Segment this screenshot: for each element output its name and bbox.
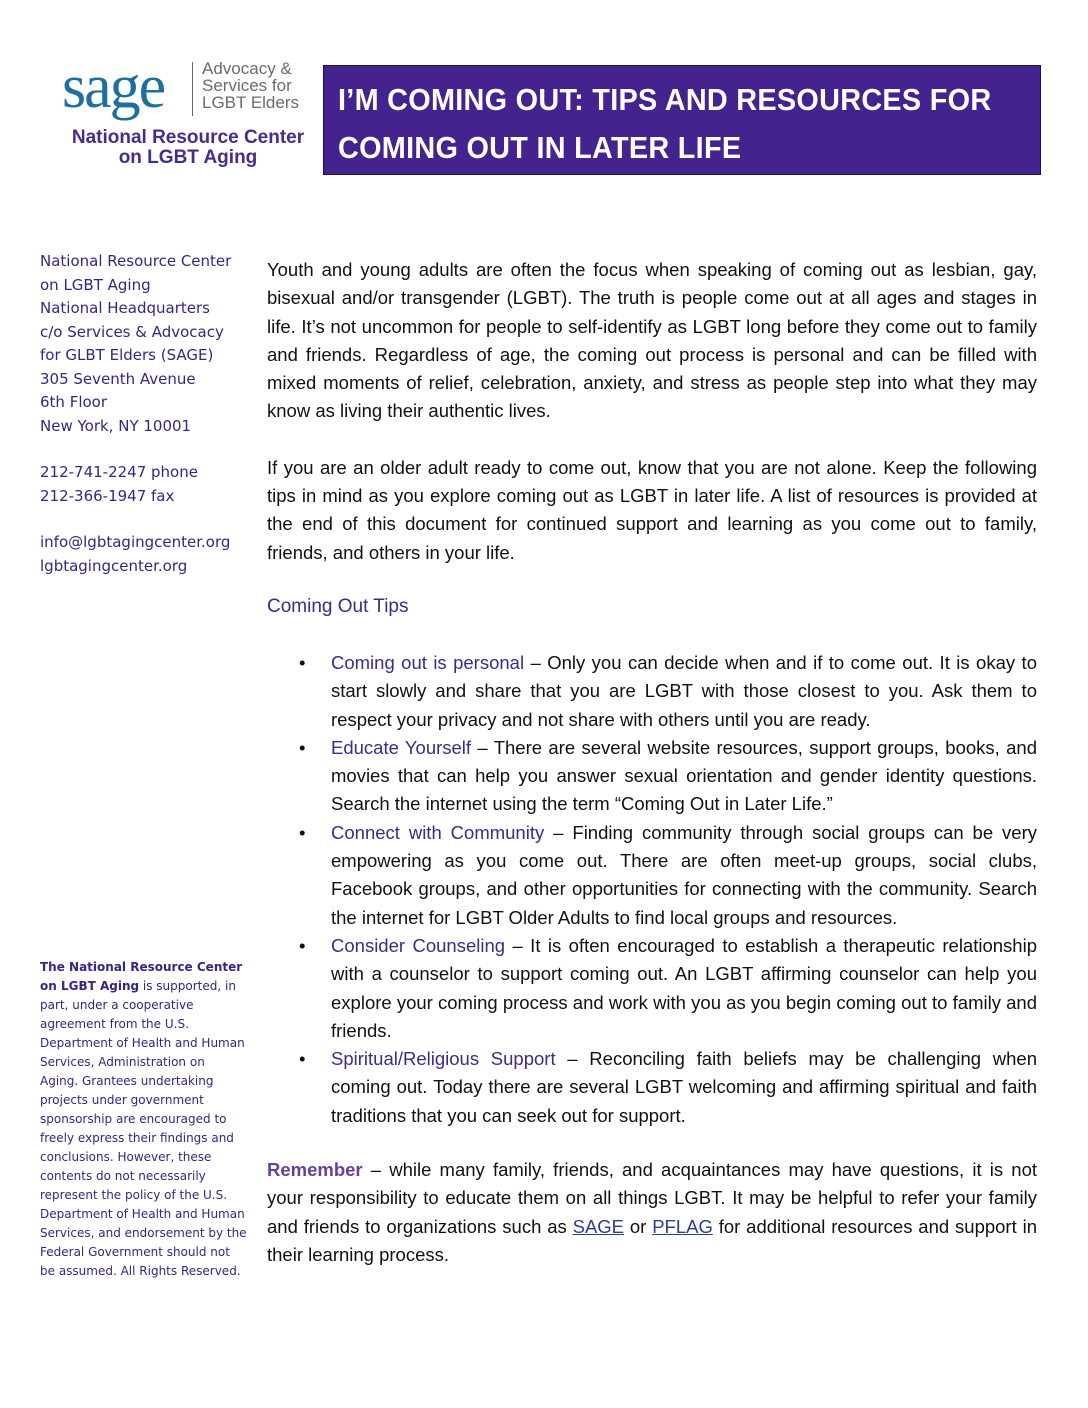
disclaimer-line: sponsorship are encouraged to xyxy=(40,1112,227,1126)
bullet-icon: • xyxy=(299,1048,306,1070)
remember-text: or xyxy=(624,1215,653,1237)
disclaimer-line: Services, and endorsement by the xyxy=(40,1226,247,1240)
fax-number: 212-366-1947 fax xyxy=(40,486,175,505)
remember-text: for additional resources and support in their learning process. xyxy=(267,1215,1037,1265)
phone-number: 212-741-2247 phone xyxy=(40,463,198,481)
tip-item xyxy=(299,932,1037,1045)
disclaimer-line: conclusions. However, these xyxy=(40,1150,212,1164)
sage-link[interactable]: SAGE xyxy=(572,1215,625,1237)
center-name-line: National Resource Center xyxy=(71,127,305,148)
disclaimer-bold: The National Resource Center xyxy=(40,960,243,974)
tagline-line: Advocacy & xyxy=(202,59,292,78)
tip-title: Coming out is personal xyxy=(331,651,525,673)
bullet-icon: • xyxy=(299,821,306,843)
main-content xyxy=(267,256,1037,1288)
document-title-line: I’M COMING OUT: TIPS AND RESOURCES FOR xyxy=(338,82,992,117)
funding-disclaimer xyxy=(40,958,252,1281)
tip-item xyxy=(299,1045,1038,1130)
address-line: 6th Floor xyxy=(40,393,108,411)
remember-text: – while many family, friends, and acquaintances may have questions, it is not your responsibility to educate them on all things LGBT. It may be helpful to refer your family and friends to organizations such as xyxy=(267,1159,1037,1237)
tip-item xyxy=(299,819,1038,932)
address-line: National Resource Center xyxy=(40,252,232,270)
sage-logo xyxy=(62,53,317,176)
tip-body: – There are several website resources, support groups, books, and movies that can help you answer sexual orientation and gender identity questions. Search the internet using the term “Coming Out in Later Life.” xyxy=(331,736,1037,815)
sage-wordmark: sage xyxy=(62,53,165,121)
disclaimer-line: Services, Administration on xyxy=(40,1055,205,1069)
logo-tagline xyxy=(202,60,299,111)
tip-title: Consider Counseling xyxy=(331,934,506,956)
center-name xyxy=(62,128,314,168)
logo-divider xyxy=(192,62,193,116)
document-title-line: COMING OUT IN LATER LIFE xyxy=(338,130,742,165)
email-link[interactable]: info@lgbtagingcenter.org xyxy=(40,533,231,551)
tip-item xyxy=(299,649,1037,734)
address-line: for GLBT Elders (SAGE) xyxy=(40,346,214,364)
bullet-icon: • xyxy=(299,651,306,673)
disclaimer-line: represent the policy of the U.S. xyxy=(40,1188,228,1202)
tip-title: Spiritual/Religious Support xyxy=(331,1048,556,1070)
intro-paragraph: Youth and young adults are often the focus when speaking of coming out as lesbian, gay, bisexual and/or transgender (LGBT). The truth is people come out at all ages and stages in life. It’s not uncommon for people to self-identify as LGBT long before they come out to family and friends. Regardless of age, the coming out process is personal and can be filled with mixed moments of relief, celebration, anxiety, and stress as people step into what they may know as living their authentic lives. xyxy=(267,259,1037,422)
website-link[interactable]: lgbtagingcenter.org xyxy=(40,556,188,575)
tip-body: – It is often encouraged to establish a therapeutic relationship with a counselor to support coming out. An LGBT affirming counselor can help you explore your coming process and work with you as you begin coming out to family and friends. xyxy=(331,934,1037,1041)
contact-sidebar xyxy=(40,250,260,578)
tagline-line: LGBT Elders xyxy=(202,93,300,112)
disclaimer-line: Department of Health and Human xyxy=(40,1036,245,1050)
pflag-link[interactable]: PFLAG xyxy=(652,1215,713,1237)
disclaimer-line: Department of Health and Human xyxy=(40,1207,245,1221)
tip-body: – Finding community through social groups can be very empowering as you come out. There are often meet-up groups, social clubs, Facebook groups, and other opportunities for connecting with the community. Search the internet for LGBT Older Adults to find local groups and resources. xyxy=(331,821,1038,928)
address-line: c/o Services & Advocacy xyxy=(40,322,224,341)
second-paragraph: If you are an older adult ready to come out, know that you are not alone. Keep the following tips in mind as you explore coming out as LGBT in later life. A list of resources is provided at the end of this document for continued support and learning as you come out to family, friends, and others in your life. xyxy=(267,456,1037,563)
disclaimer-line: freely express their findings and xyxy=(40,1131,234,1145)
center-name-line: on LGBT Aging xyxy=(118,147,258,168)
tip-body: – Reconciling faith beliefs may be challenging when coming out. Today there are several LGBT welcoming and affirming spiritual and faith traditions that you can seek out for support. xyxy=(331,1048,1038,1126)
tip-title: Educate Yourself xyxy=(331,736,472,758)
tips-list xyxy=(267,649,1037,1130)
disclaimer-line: Aging. Grantees undertaking xyxy=(40,1074,214,1088)
remember-paragraph xyxy=(267,1156,1037,1269)
remember-label: Remember xyxy=(267,1159,363,1181)
section-heading: Coming Out Tips xyxy=(267,595,409,617)
bullet-icon: • xyxy=(299,934,306,956)
disclaimer-line: contents do not necessarily xyxy=(40,1169,206,1183)
disclaimer-line: projects under government xyxy=(40,1093,204,1107)
tip-item xyxy=(299,734,1037,819)
address-line: 305 Seventh Avenue xyxy=(40,369,196,388)
disclaimer-line: part, under a cooperative xyxy=(40,998,194,1012)
address-line: New York, NY 10001 xyxy=(40,416,192,435)
tip-body: – Only you can decide when and if to come out. It is okay to start slowly and share that you are LGBT with those closest to you. Ask them to respect your privacy and not share with others until you are ready. xyxy=(331,651,1037,730)
address-line: on LGBT Aging xyxy=(40,275,151,294)
disclaimer-line: Federal Government should not xyxy=(40,1245,230,1259)
disclaimer-line: be assumed. All Rights Reserved. xyxy=(40,1264,241,1278)
disclaimer-text: is supported, in xyxy=(139,979,236,993)
disclaimer-line: agreement from the U.S. xyxy=(40,1017,189,1031)
address-line: National Headquarters xyxy=(40,299,210,317)
tagline-line: Services for xyxy=(202,76,292,95)
bullet-icon: • xyxy=(299,736,306,758)
document-title-banner xyxy=(323,65,1041,175)
tip-title: Connect with Community xyxy=(331,821,545,843)
disclaimer-bold: on LGBT Aging xyxy=(40,979,140,993)
